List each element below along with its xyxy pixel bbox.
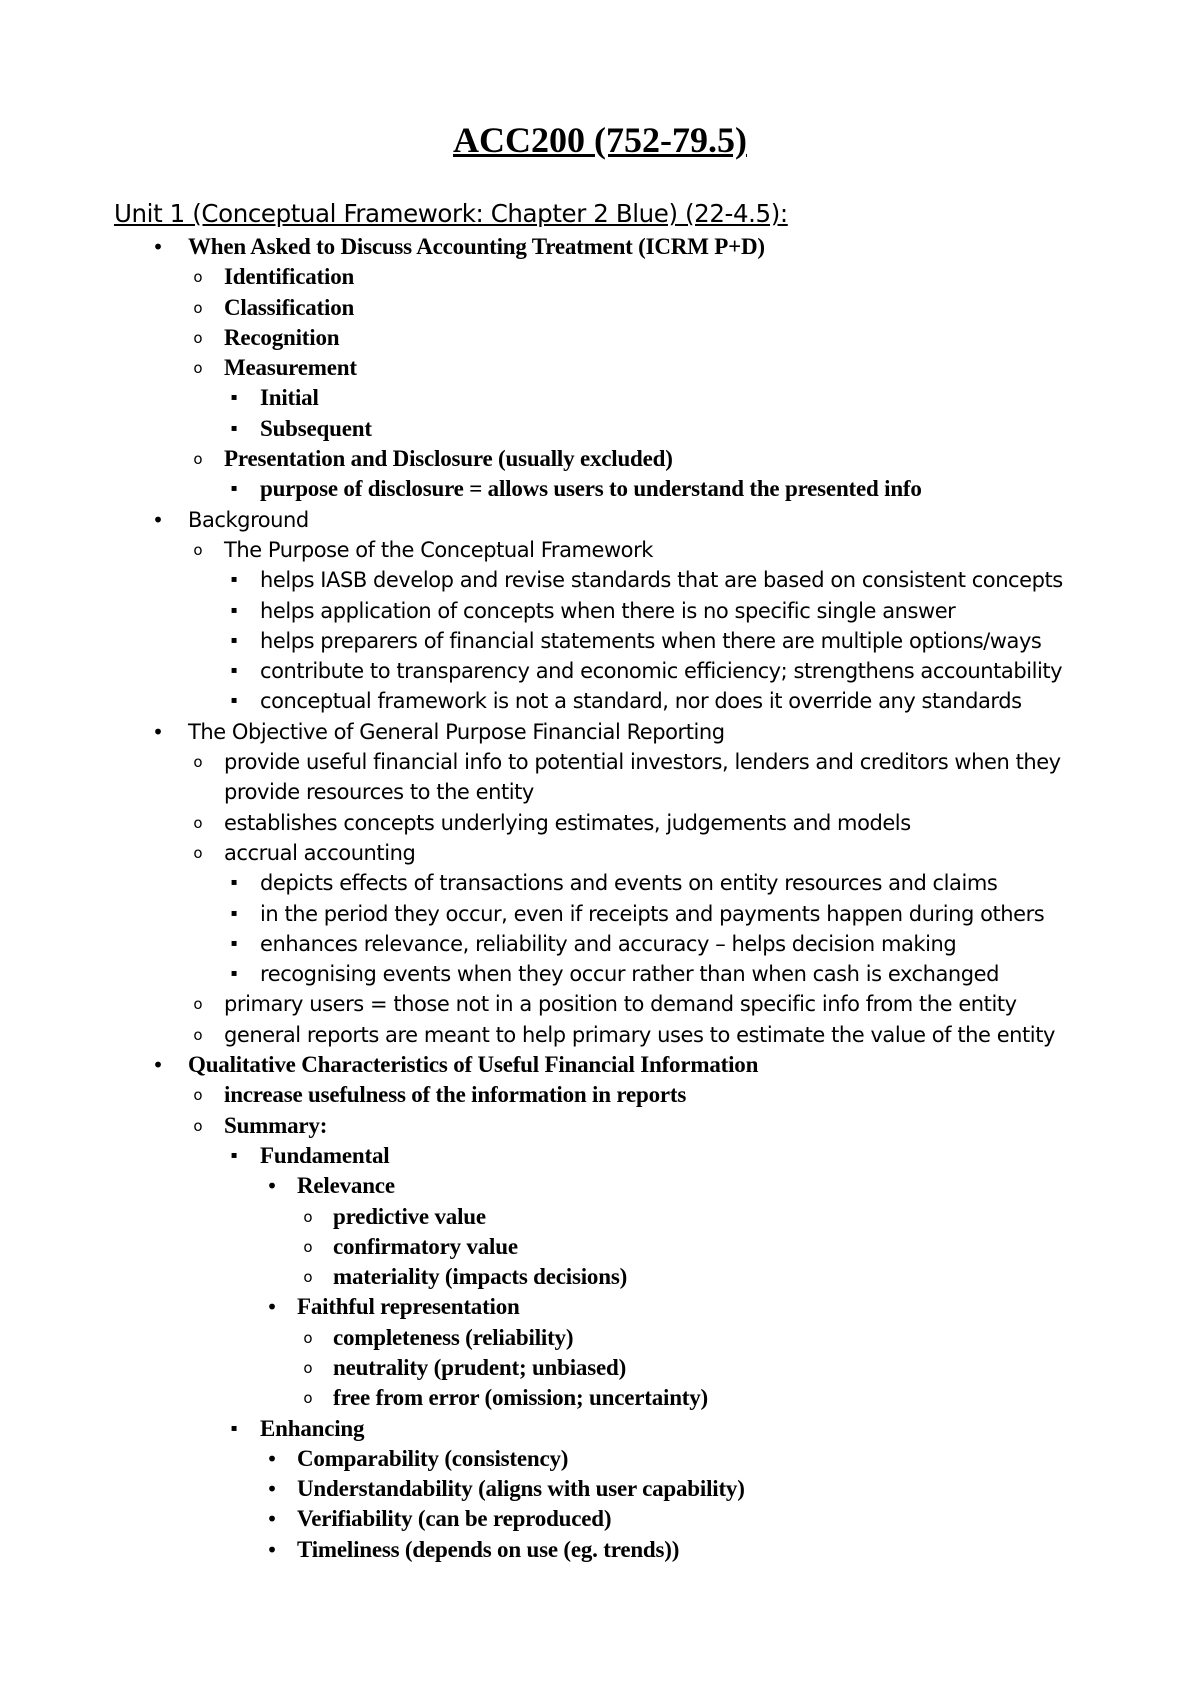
list-item-text: primary users = those not in a position to demand specific info from the entity bbox=[224, 992, 1017, 1017]
disc-bullet-icon: • bbox=[152, 1053, 164, 1078]
list-item-text: contribute to transparency and economic efficiency; strengthens accountability bbox=[260, 659, 1063, 684]
list-item bbox=[0, 686, 1200, 716]
list-item bbox=[0, 474, 1200, 504]
list-item bbox=[0, 444, 1200, 474]
square-bullet-icon: ▪ bbox=[230, 1149, 238, 1161]
circle-bullet-icon: o bbox=[303, 1237, 313, 1256]
square-bullet-icon: ▪ bbox=[230, 877, 238, 889]
notes-outline bbox=[0, 232, 1200, 1565]
list-item-text: increase usefulness of the information in reports bbox=[224, 1082, 687, 1108]
list-item-text: Subsequent bbox=[260, 415, 372, 441]
circle-bullet-icon: o bbox=[193, 540, 203, 559]
list-item-text: provide useful financial info to potential investors, lenders and creditors when they provide resources to the entity bbox=[224, 750, 1061, 805]
disc-bullet-icon: • bbox=[152, 235, 164, 259]
disc-bullet-icon: • bbox=[266, 1507, 278, 1532]
list-item-text: Measurement bbox=[224, 355, 357, 381]
list-item-text: helps preparers of financial statements when there are multiple options/ways bbox=[260, 628, 1042, 653]
list-item bbox=[0, 1292, 1200, 1322]
list-item-text: Summary: bbox=[224, 1112, 328, 1138]
list-item bbox=[0, 565, 1200, 595]
square-bullet-icon: ▪ bbox=[230, 422, 238, 434]
list-item bbox=[0, 626, 1200, 656]
square-bullet-icon: ▪ bbox=[230, 665, 238, 677]
disc-bullet-icon: • bbox=[266, 1477, 278, 1502]
list-item bbox=[0, 1171, 1200, 1201]
list-item bbox=[0, 232, 1200, 262]
list-item bbox=[0, 262, 1200, 292]
list-item bbox=[0, 1111, 1200, 1141]
disc-bullet-icon: • bbox=[266, 1446, 278, 1471]
list-item-text: accrual accounting bbox=[224, 840, 416, 865]
circle-bullet-icon: o bbox=[193, 1025, 203, 1044]
list-item bbox=[0, 1474, 1200, 1504]
list-item-text: free from error (omission; uncertainty) bbox=[333, 1385, 709, 1411]
list-item-text: conceptual framework is not a standard, nor does it override any standards bbox=[260, 689, 1022, 714]
list-item-text: purpose of disclosure = allows users to understand the presented info bbox=[260, 476, 922, 502]
list-item-text: completeness (reliability) bbox=[333, 1324, 574, 1350]
list-item-text: The Objective of General Purpose Financial Reporting bbox=[188, 719, 725, 744]
list-item bbox=[0, 323, 1200, 353]
list-item-text: materiality (impacts decisions) bbox=[333, 1264, 628, 1290]
list-item bbox=[0, 505, 1200, 535]
list-item-text: confirmatory value bbox=[333, 1233, 518, 1259]
list-item bbox=[0, 929, 1200, 959]
circle-bullet-icon: o bbox=[303, 1389, 313, 1408]
list-item bbox=[0, 353, 1200, 383]
circle-bullet-icon: o bbox=[193, 268, 203, 287]
list-item bbox=[0, 414, 1200, 444]
square-bullet-icon: ▪ bbox=[230, 1422, 238, 1434]
list-item-text: Qualitative Characteristics of Useful Financial Information bbox=[188, 1052, 759, 1078]
circle-bullet-icon: o bbox=[193, 995, 203, 1014]
list-item bbox=[0, 1080, 1200, 1110]
circle-bullet-icon: o bbox=[193, 298, 203, 317]
list-item-text: Classification bbox=[224, 294, 355, 320]
list-item-text: enhances relevance, reliability and accuracy – helps decision making bbox=[260, 931, 957, 956]
list-item bbox=[0, 1323, 1200, 1353]
square-bullet-icon: ▪ bbox=[230, 907, 238, 919]
list-item-text: recognising events when they occur rather than when cash is exchanged bbox=[260, 962, 1000, 987]
list-item-text: general reports are meant to help primary uses to estimate the value of the entity bbox=[224, 1022, 1055, 1047]
disc-bullet-icon: • bbox=[152, 719, 164, 744]
list-item bbox=[0, 1202, 1200, 1232]
disc-bullet-icon: • bbox=[266, 1174, 278, 1199]
list-item bbox=[0, 1232, 1200, 1262]
circle-bullet-icon: o bbox=[193, 328, 203, 347]
list-item-text: predictive value bbox=[333, 1203, 486, 1229]
list-item bbox=[0, 1262, 1200, 1292]
list-item-text: helps application of concepts when there is no specific single answer bbox=[260, 598, 956, 623]
list-item-text: Verifiability (can be reproduced) bbox=[297, 1506, 612, 1532]
list-item-text: Presentation and Disclosure (usually excluded) bbox=[224, 446, 673, 472]
list-item-text: The Purpose of the Conceptual Framework bbox=[224, 537, 653, 562]
list-item bbox=[0, 717, 1200, 747]
list-item-text: neutrality (prudent; unbiased) bbox=[333, 1354, 627, 1380]
list-item-text: When Asked to Discuss Accounting Treatment (ICRM P+D) bbox=[188, 234, 765, 259]
disc-bullet-icon: • bbox=[266, 1537, 278, 1562]
list-item-text: in the period they occur, even if receipts and payments happen during others bbox=[260, 901, 1045, 926]
list-item-text: Initial bbox=[260, 385, 319, 411]
list-item bbox=[0, 596, 1200, 626]
list-item bbox=[0, 989, 1200, 1019]
list-item bbox=[0, 1141, 1200, 1171]
circle-bullet-icon: o bbox=[193, 753, 203, 772]
square-bullet-icon: ▪ bbox=[230, 574, 238, 586]
list-item bbox=[0, 383, 1200, 413]
list-item-text: Faithful representation bbox=[297, 1294, 520, 1320]
list-item bbox=[0, 1383, 1200, 1413]
list-item-text: depicts effects of transactions and events on entity resources and claims bbox=[260, 871, 998, 896]
disc-bullet-icon: • bbox=[152, 507, 164, 532]
list-item bbox=[0, 1414, 1200, 1444]
circle-bullet-icon: o bbox=[193, 843, 203, 862]
list-item-text: establishes concepts underlying estimates, judgements and models bbox=[224, 810, 911, 835]
list-item bbox=[0, 656, 1200, 686]
list-item-text: Enhancing bbox=[260, 1415, 365, 1441]
list-item bbox=[0, 1020, 1200, 1050]
list-item bbox=[0, 808, 1200, 838]
circle-bullet-icon: o bbox=[303, 1358, 313, 1377]
disc-bullet-icon: • bbox=[266, 1295, 278, 1320]
list-item bbox=[0, 959, 1200, 989]
list-item bbox=[0, 293, 1200, 323]
list-item bbox=[0, 1050, 1200, 1080]
list-item-text: Recognition bbox=[224, 324, 340, 350]
square-bullet-icon: ▪ bbox=[230, 634, 238, 646]
list-item bbox=[0, 1535, 1200, 1565]
list-item-text: Comparability (consistency) bbox=[297, 1445, 569, 1471]
list-item bbox=[0, 1504, 1200, 1534]
circle-bullet-icon: o bbox=[193, 450, 203, 469]
square-bullet-icon: ▪ bbox=[230, 483, 238, 495]
list-item bbox=[0, 1353, 1200, 1383]
square-bullet-icon: ▪ bbox=[230, 604, 238, 616]
list-item bbox=[0, 747, 1200, 808]
square-bullet-icon: ▪ bbox=[230, 968, 238, 980]
list-item-text: Relevance bbox=[297, 1173, 395, 1199]
circle-bullet-icon: o bbox=[303, 1268, 313, 1287]
list-item bbox=[0, 868, 1200, 898]
list-item-text: Background bbox=[188, 507, 309, 532]
circle-bullet-icon: o bbox=[193, 1116, 203, 1135]
circle-bullet-icon: o bbox=[193, 813, 203, 832]
circle-bullet-icon: o bbox=[303, 1328, 313, 1347]
circle-bullet-icon: o bbox=[193, 359, 203, 378]
circle-bullet-icon: o bbox=[193, 1086, 203, 1105]
square-bullet-icon: ▪ bbox=[230, 695, 238, 707]
list-item-text: Timeliness (depends on use (eg. trends)) bbox=[297, 1536, 680, 1562]
square-bullet-icon: ▪ bbox=[230, 937, 238, 949]
list-item bbox=[0, 535, 1200, 565]
square-bullet-icon: ▪ bbox=[230, 392, 238, 404]
document-title: ACC200 (752-79.5) bbox=[453, 120, 747, 160]
list-item bbox=[0, 1444, 1200, 1474]
list-item-text: Understandability (aligns with user capability) bbox=[297, 1476, 745, 1502]
circle-bullet-icon: o bbox=[303, 1207, 313, 1226]
list-item-text: Fundamental bbox=[260, 1142, 390, 1168]
unit-heading: Unit 1 (Conceptual Framework: Chapter 2 Blue) (22-4.5): bbox=[114, 199, 788, 228]
list-item bbox=[0, 838, 1200, 868]
list-item-text: helps IASB develop and revise standards that are based on consistent concepts bbox=[260, 568, 1063, 593]
list-item bbox=[0, 899, 1200, 929]
list-item-text: Identification bbox=[224, 264, 355, 290]
